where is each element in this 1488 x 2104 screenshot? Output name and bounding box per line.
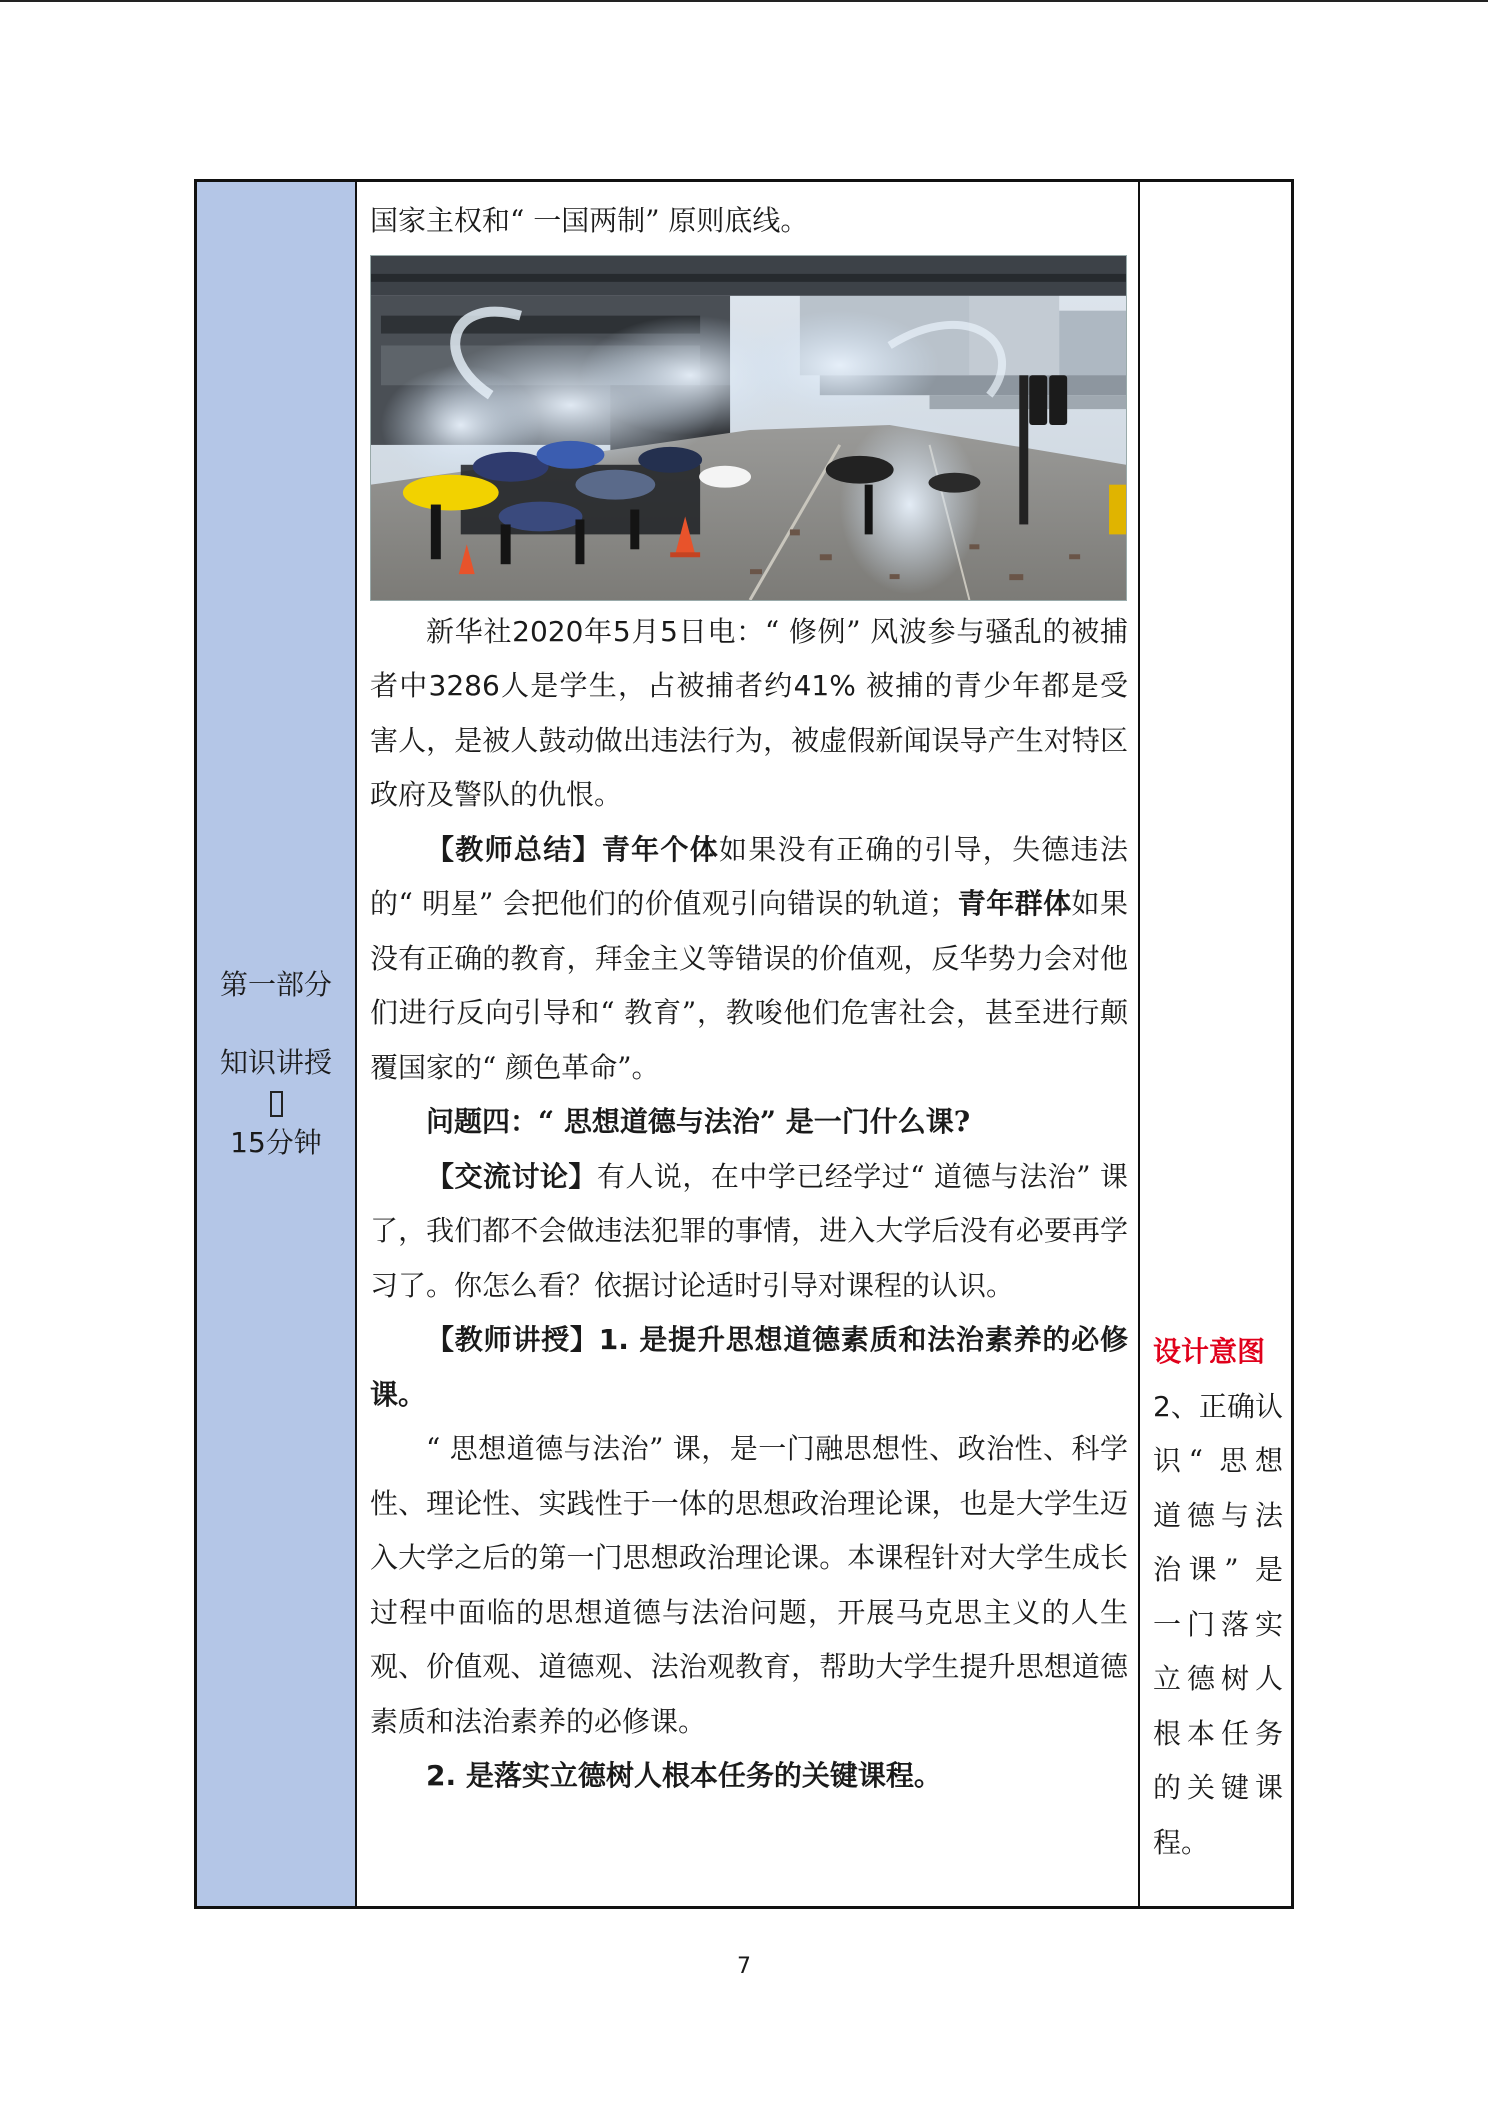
design-intent-column bbox=[1140, 182, 1291, 1906]
section-label: 知识讲授 bbox=[219, 1046, 332, 1079]
part-label: 第一部分 bbox=[219, 968, 332, 1001]
stage-column bbox=[197, 182, 357, 1906]
lecture-heading: 【教师讲授】1. 是提升思想道德素质和法治素养的必修课。 bbox=[370, 1323, 1128, 1411]
page-number: 7 bbox=[737, 1954, 751, 1979]
course-description-paragraph: “ 思想道德与法治” 课，是一门融思想性、政治性、科学性、理论性、实践性于一体的思想政治理论课，也是大学生迈入大学之后的第一门思想政治理论课。本课程针对大学生成长过程中面临的思想道德与法治问题，开展马克思主义的人生观、价值观、道德观、法治观教育，帮助大学生提升思想道德素质和法治素养的必修课。 bbox=[370, 1432, 1128, 1738]
top-rule bbox=[0, 0, 1488, 2]
paragraph: 国家主权和“ 一国两制” 原则底线。 bbox=[370, 204, 809, 237]
protest-photo-illustration bbox=[371, 256, 1126, 600]
lesson-table bbox=[194, 179, 1294, 1909]
point-two-heading: 2. 是落实立德树人根本任务的关键课程。 bbox=[426, 1759, 942, 1792]
question-heading: 问题四：“ 思想道德与法治” 是一门什么课? bbox=[426, 1105, 971, 1138]
discussion-paragraph: 【交流讨论】有人说，在中学已经学过“ 道德与法治” 课了，我们都不会做违法犯罪的事情，进入大学后没有必要再学习了。你怎么看？依据讨论适时引导对课程的认识。 bbox=[370, 1159, 1128, 1302]
design-intent-text: 2、正确认识“ 思想道德与法治课” 是一门落实立德树人根本任务的关键课程。 bbox=[1153, 1389, 1283, 1859]
duration-label: 15分钟 bbox=[230, 1126, 322, 1159]
content-column bbox=[357, 182, 1140, 1906]
protest-photo bbox=[370, 255, 1127, 601]
design-intent-title: 设计意图 bbox=[1153, 1335, 1266, 1368]
missing-glyph-box bbox=[270, 1091, 283, 1117]
teacher-summary-paragraph: 【教师总结】青年个体如果没有正确的引导，失德违法的“ 明星” 会把他们的价值观引向错误的轨道；青年群体如果没有正确的教育，拜金主义等错误的价值观，反华势力会对他们进行反向引导和“ 教育”，教唆他们危害社会，甚至进行颠覆国家的“ 颜色革命”。 bbox=[370, 832, 1128, 1084]
news-paragraph: 新华社2020年5月5日电：“ 修例” 风波参与骚乱的被捕者中3286人是学生，占被捕者约41% 被捕的青少年都是受害人，是被人鼓动做出违法行为，被虚假新闻误导产生对特区政府及警队的仇恨。 bbox=[370, 614, 1128, 811]
